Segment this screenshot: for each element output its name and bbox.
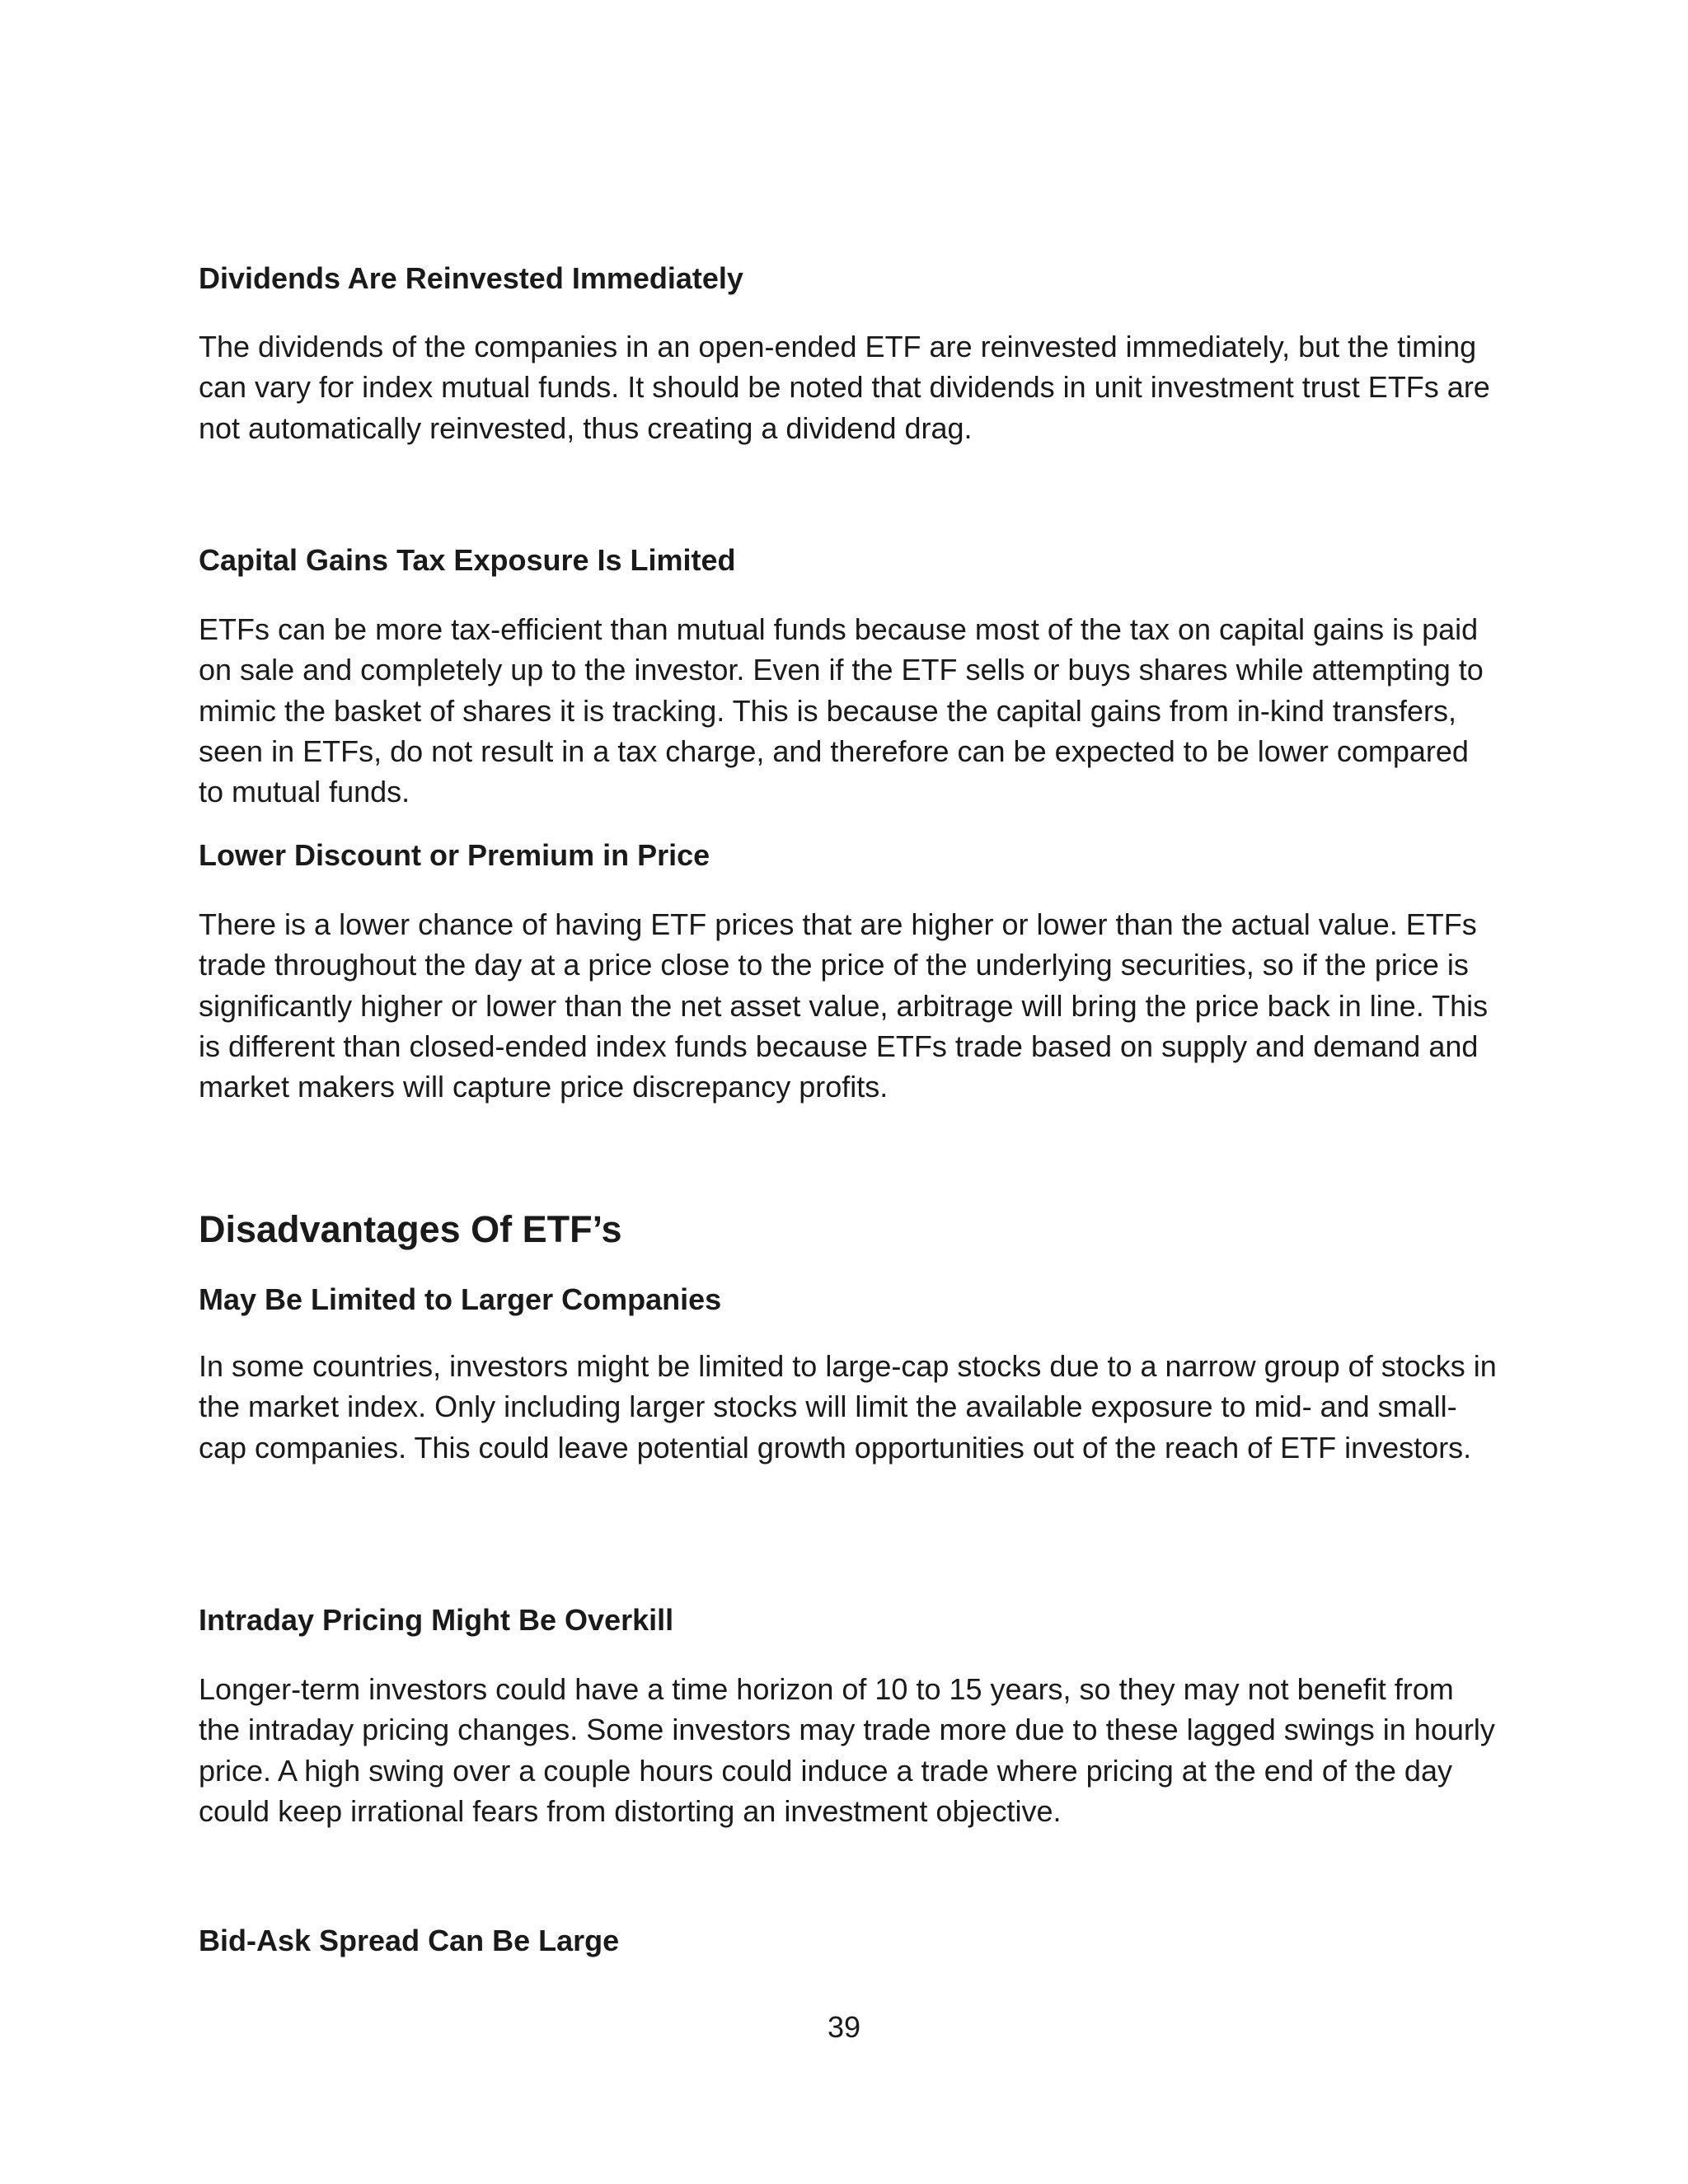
section-body-capital-gains: ETFs can be more tax-efficient than mutual funds because most of the tax on capital gains is paid on sale and completely up to the investor. Even if the ETF sells or buys shares while attempting to mimic the basket of shares it is tracking. This is because the capital gains from in-kind transfers, seen in ETFs, do not result in a tax charge, and therefore can be expected to be lower compared to mutual funds. [199, 612, 1484, 809]
section-heading-bid-ask: Bid-Ask Spread Can Be Large [199, 1924, 620, 1957]
section-heading-price: Lower Discount or Premium in Price [199, 838, 710, 872]
section-body-dividends: The dividends of the companies in an open-ended ETF are reinvested immediately, but the timing can vary for index mutual funds. It should be noted that dividends in unit investment trust ETFs are not automatically reinvested, thus creating a dividend drag. [199, 330, 1490, 445]
section-body-price: There is a lower chance of having ETF prices that are higher or lower than the actual value. ETFs trade throughout the day at a price close to the price of the underlying securities, so if the price is significantly higher or lower than the net asset value, arbitrage will bring the price back in line. This is different than closed-ended index funds because ETFs trade based on supply and demand and market makers will capture price discrepancy profits. [199, 907, 1489, 1104]
main-heading-disadvantages: Disadvantages Of ETF’s [199, 1208, 622, 1250]
page-number: 39 [827, 2010, 861, 2044]
section-heading-larger-companies: May Be Limited to Larger Companies [199, 1282, 722, 1316]
section-body-intraday: Longer-term investors could have a time horizon of 10 to 15 years, so they may not benefit from the intraday pricing changes. Some investors may trade more due to these lagged swings in hourly price. A high swing over a couple hours could induce a trade where pricing at the end of the day could keep irrational fears from distorting an investment objective. [199, 1672, 1495, 1828]
section-body-larger-companies: In some countries, investors might be limited to large-cap stocks due to a narrow group of stocks in the market index. Only including larger stocks will limit the available exposure to mid- and small-cap companies. This could leave potential growth opportunities out of the reach of ETF investors. [199, 1349, 1497, 1465]
section-heading-capital-gains: Capital Gains Tax Exposure Is Limited [199, 543, 736, 577]
section-heading-dividends: Dividends Are Reinvested Immediately [199, 261, 743, 295]
section-heading-intraday: Intraday Pricing Might Be Overkill [199, 1603, 674, 1637]
